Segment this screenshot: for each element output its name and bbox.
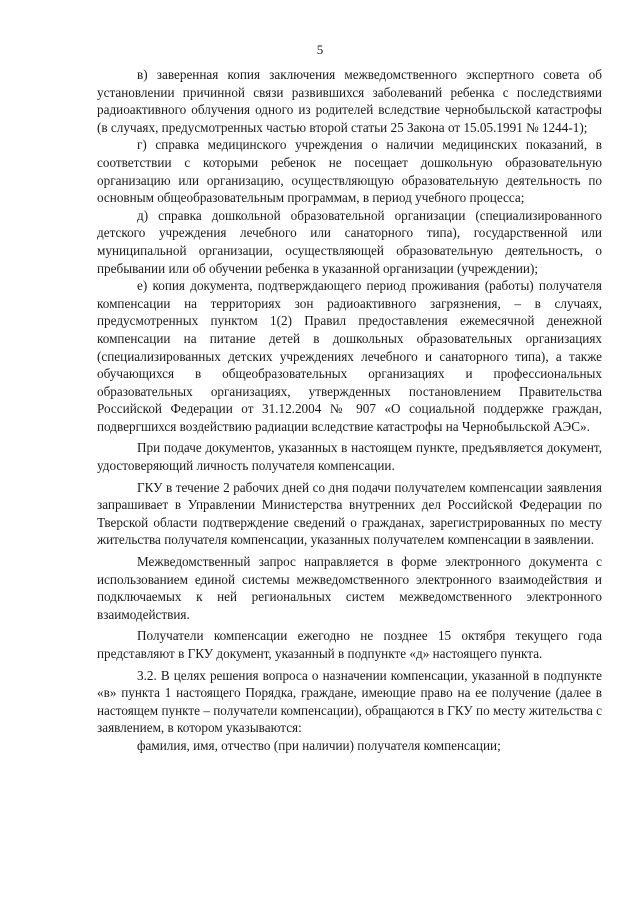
paragraph-item-v: в) заверенная копия заключения межведомственного экспертного совета об установлении причинной связи развившихся заболеваний ребенка с последствиями радиоактивного облучения одного из родителей вследствие чернобыльской катастрофы (в случаях, предусмотренных частью второй статьи 25 Закона от 15.05.1991 № 1244-1); <box>97 67 602 135</box>
paragraph-item-g: г) справка медицинского учреждения о наличии медицинских показаний, в соответствии с которыми ребенок не посещает дошкольную образовательную организацию или организацию, осуществляющую образовательную деятельность по основным общеобразовательным программам, в период учебного процесса; <box>97 137 602 206</box>
paragraph-section-3-2: 3.2. В целях решения вопроса о назначении компенсации, указанной в подпункте «в» пункта 1 настоящего Порядка, граждане, имеющие право на ее получение (далее в настоящем пункте – получатели компенсации), обращаются в ГКУ по месту жительства с заявлением, в котором указываются: <box>97 667 602 736</box>
paragraph-gku-request: ГКУ в течение 2 рабочих дней со дня подачи получателем компенсации заявления запрашивает в Управлении Министерства внутренних дел Российской Федерации по Тверской области подтверждение сведений о гражданах, зарегистрированных по месту жительства получателя компенсации, указанных получателем компенсации в заявлении. <box>97 479 602 548</box>
paragraph-full-name: фамилия, имя, отчество (при наличии) получателя компенсации; <box>137 737 501 753</box>
paragraph-item-e: е) копия документа, подтверждающего период проживания (работы) получателя компенсации на территориях зон радиоактивного загрязнения, – в случаях, предусмотренных пунктом 1(2) Правил предоставления ежемесячной денежной компенсации на питание детей в дошкольных образовательных организациях (специализированных детских учреждениях лечебного и санаторного типа), а также обучающихся в общеобразовательных организациях и профессиональных образовательных организациях, утвержденных постановлением Правительства Российской Федерации от 31.12.2004 № 907 «О социальной поддержке граждан, подвергшихся воздействию радиации вследствие катастрофы на Чернобыльской АЭС». <box>97 278 602 434</box>
paragraph-interagency-request: Межведомственный запрос направляется в форме электронного документа с использованием единой системы межведомственного электронного взаимодействия и подключаемых к ней региональных систем межведомственного электронного взаимодействия. <box>97 554 602 622</box>
paragraph-annual-submission: Получатели компенсации ежегодно не позднее 15 октября текущего года представляют в ГКУ документ, указанный в подпункте «д» настоящего пункта. <box>97 628 602 661</box>
paragraph-item-d: д) справка дошкольной образовательной организации (специализированного детского учреждения лечебного или санаторного типа), государственной или муниципальной организации, осуществляющей образовательную деятельность, о пребывании или об обучении ребенка в указанной организации (учреждении); <box>97 207 602 276</box>
page-number: 5 <box>316 42 324 57</box>
document-body <box>97 66 602 755</box>
paragraph-identity-document: При подаче документов, указанных в настоящем пункте, предъявляется документ, удостоверяющий личность получателя компенсации. <box>97 440 602 474</box>
